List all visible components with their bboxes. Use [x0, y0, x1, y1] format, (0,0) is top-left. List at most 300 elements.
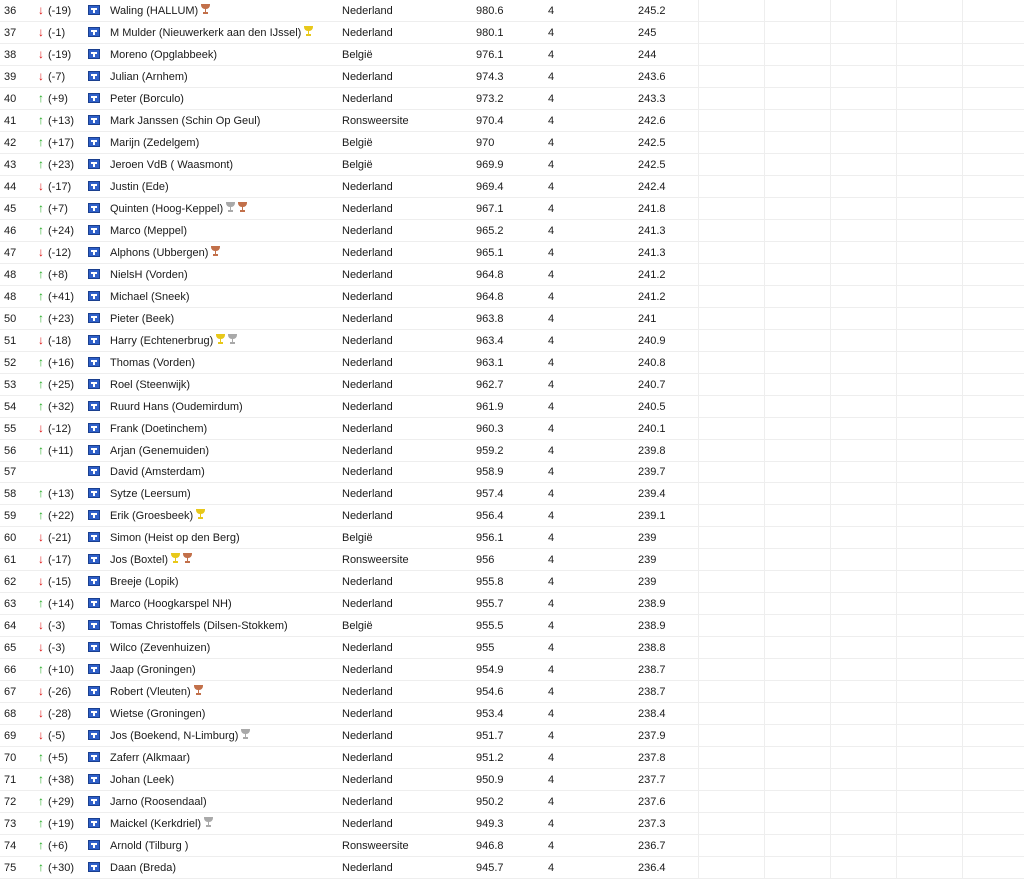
- empty-cell: [765, 0, 831, 22]
- average-cell: 239.1: [638, 505, 699, 527]
- rank-position: 41: [0, 110, 36, 132]
- empty-cell: [963, 703, 1024, 725]
- player-name: Arnold (Tilburg ): [110, 840, 188, 852]
- empty-cell: [765, 352, 831, 374]
- rank-movement: [36, 198, 86, 220]
- team-icon[interactable]: [88, 445, 100, 455]
- empty-cell: [831, 308, 897, 330]
- arrow-down-icon: ↓: [36, 66, 46, 86]
- empty-cell: [765, 593, 831, 615]
- empty-cell: [897, 483, 963, 505]
- empty-cell: [831, 418, 897, 440]
- player-name: Ruurd Hans (Oudemirdum): [110, 401, 243, 413]
- table-row: [0, 66, 1024, 88]
- arrow-down-icon: ↓: [36, 527, 46, 547]
- empty-cell: [765, 725, 831, 747]
- player-name: Breeje (Lopik): [110, 576, 178, 588]
- points-cell: 950.9: [476, 769, 548, 791]
- rank-delta: (+5): [48, 752, 68, 764]
- team-icon[interactable]: [88, 488, 100, 498]
- player-cell: [110, 593, 342, 615]
- empty-cell: [765, 396, 831, 418]
- country-cell: België: [342, 527, 476, 549]
- team-icon[interactable]: [88, 620, 100, 630]
- empty-cell: [699, 264, 765, 286]
- empty-cell: [963, 418, 1024, 440]
- team-cell: [86, 308, 110, 330]
- empty-cell: [963, 374, 1024, 396]
- team-cell: [86, 88, 110, 110]
- average-cell: 238.8: [638, 637, 699, 659]
- player-name: Wilco (Zevenhuizen): [110, 642, 210, 654]
- arrow-down-icon: ↓: [36, 44, 46, 64]
- player-name: Simon (Heist op den Berg): [110, 532, 240, 544]
- gold-trophy-icon: [171, 553, 180, 564]
- table-row: [0, 330, 1024, 352]
- country-cell: Nederland: [342, 791, 476, 813]
- empty-cell: [699, 857, 765, 879]
- average-cell: 238.7: [638, 659, 699, 681]
- rank-delta: (+6): [48, 840, 68, 852]
- empty-cell: [897, 132, 963, 154]
- player-cell: [110, 615, 342, 637]
- team-icon[interactable]: [88, 5, 100, 15]
- points-cell: 945.7: [476, 857, 548, 879]
- table-row: [0, 703, 1024, 725]
- team-icon[interactable]: [88, 401, 100, 411]
- team-icon[interactable]: [88, 774, 100, 784]
- country-cell: Nederland: [342, 264, 476, 286]
- empty-cell: [963, 462, 1024, 483]
- team-cell: [86, 615, 110, 637]
- empty-cell: [699, 396, 765, 418]
- player-cell: [110, 462, 342, 483]
- player-cell: [110, 681, 342, 703]
- empty-cell: [831, 286, 897, 308]
- empty-cell: [963, 769, 1024, 791]
- player-name: Jaap (Groningen): [110, 664, 196, 676]
- empty-cell: [897, 66, 963, 88]
- games-cell: 4: [548, 418, 638, 440]
- team-icon[interactable]: [88, 686, 100, 696]
- table-row: [0, 440, 1024, 462]
- rank-movement: [36, 681, 86, 703]
- rank-position: 39: [0, 66, 36, 88]
- empty-cell: [897, 198, 963, 220]
- team-cell: [86, 198, 110, 220]
- player-cell: [110, 747, 342, 769]
- player-name: Zaferr (Alkmaar): [110, 752, 190, 764]
- empty-cell: [831, 264, 897, 286]
- empty-cell: [897, 110, 963, 132]
- team-cell: [86, 352, 110, 374]
- team-icon[interactable]: [88, 49, 100, 59]
- empty-cell: [831, 462, 897, 483]
- empty-cell: [831, 374, 897, 396]
- team-icon[interactable]: [88, 335, 100, 345]
- empty-cell: [765, 330, 831, 352]
- country-cell: Nederland: [342, 374, 476, 396]
- games-cell: 4: [548, 242, 638, 264]
- player-cell: [110, 725, 342, 747]
- team-cell: [86, 66, 110, 88]
- games-cell: 4: [548, 44, 638, 66]
- table-row: [0, 132, 1024, 154]
- games-cell: 4: [548, 857, 638, 879]
- empty-cell: [831, 813, 897, 835]
- empty-cell: [699, 505, 765, 527]
- team-icon[interactable]: [88, 313, 100, 323]
- empty-cell: [831, 132, 897, 154]
- empty-cell: [699, 286, 765, 308]
- team-icon[interactable]: [88, 203, 100, 213]
- table-row: [0, 110, 1024, 132]
- empty-cell: [963, 483, 1024, 505]
- country-cell: Nederland: [342, 440, 476, 462]
- player-cell: [110, 659, 342, 681]
- player-name: Peter (Borculo): [110, 93, 184, 105]
- arrow-down-icon: ↓: [36, 571, 46, 591]
- points-cell: 974.3: [476, 66, 548, 88]
- arrow-up-icon: ↑: [36, 88, 46, 108]
- average-cell: 240.8: [638, 352, 699, 374]
- average-cell: 239.7: [638, 462, 699, 483]
- points-cell: 955.7: [476, 593, 548, 615]
- rank-movement: [36, 703, 86, 725]
- rank-delta: (-7): [48, 71, 65, 83]
- country-cell: Nederland: [342, 0, 476, 22]
- team-icon[interactable]: [88, 664, 100, 674]
- empty-cell: [831, 330, 897, 352]
- team-cell: [86, 593, 110, 615]
- team-icon[interactable]: [88, 818, 100, 828]
- team-icon[interactable]: [88, 357, 100, 367]
- empty-cell: [897, 571, 963, 593]
- average-cell: 245.2: [638, 0, 699, 22]
- player-name: Daan (Breda): [110, 862, 176, 874]
- points-cell: 954.9: [476, 659, 548, 681]
- team-icon[interactable]: [88, 27, 100, 37]
- games-cell: 4: [548, 286, 638, 308]
- rank-position: 70: [0, 747, 36, 769]
- table-row: [0, 396, 1024, 418]
- table-row: [0, 352, 1024, 374]
- player-cell: [110, 66, 342, 88]
- team-cell: [86, 44, 110, 66]
- rank-delta: (-17): [48, 181, 71, 193]
- empty-cell: [831, 176, 897, 198]
- rank-delta: (+29): [48, 796, 74, 808]
- empty-cell: [831, 615, 897, 637]
- team-cell: [86, 0, 110, 22]
- empty-cell: [831, 483, 897, 505]
- games-cell: 4: [548, 527, 638, 549]
- rank-movement: [36, 462, 86, 483]
- games-cell: 4: [548, 22, 638, 44]
- empty-cell: [699, 242, 765, 264]
- empty-cell: [963, 725, 1024, 747]
- team-icon[interactable]: [88, 598, 100, 608]
- arrow-down-icon: ↓: [36, 681, 46, 701]
- table-row: [0, 242, 1024, 264]
- gold-trophy-icon: [304, 26, 313, 37]
- rank-movement: [36, 242, 86, 264]
- empty-cell: [699, 352, 765, 374]
- table-row: [0, 769, 1024, 791]
- points-cell: 951.2: [476, 747, 548, 769]
- points-cell: 956: [476, 549, 548, 571]
- empty-cell: [765, 659, 831, 681]
- player-cell: [110, 220, 342, 242]
- team-icon[interactable]: [88, 423, 100, 433]
- table-row: [0, 44, 1024, 66]
- team-icon[interactable]: [88, 554, 100, 564]
- silver-trophy-icon: [241, 729, 250, 740]
- team-cell: [86, 176, 110, 198]
- rank-delta: (-28): [48, 708, 71, 720]
- empty-cell: [963, 286, 1024, 308]
- team-icon[interactable]: [88, 466, 100, 476]
- points-cell: 963.8: [476, 308, 548, 330]
- empty-cell: [699, 483, 765, 505]
- player-name: Erik (Groesbeek): [110, 510, 193, 522]
- empty-cell: [699, 747, 765, 769]
- player-name: Alphons (Ubbergen): [110, 247, 208, 259]
- empty-cell: [765, 440, 831, 462]
- bronze-trophy-icon: [194, 685, 203, 696]
- player-cell: [110, 835, 342, 857]
- rank-position: 61: [0, 549, 36, 571]
- team-icon[interactable]: [88, 137, 100, 147]
- rank-position: 38: [0, 44, 36, 66]
- average-cell: 240.7: [638, 374, 699, 396]
- average-cell: 237.6: [638, 791, 699, 813]
- team-icon[interactable]: [88, 752, 100, 762]
- rank-position: 54: [0, 396, 36, 418]
- empty-cell: [699, 813, 765, 835]
- table-row: [0, 374, 1024, 396]
- rank-position: 73: [0, 813, 36, 835]
- empty-cell: [699, 681, 765, 703]
- points-cell: 973.2: [476, 88, 548, 110]
- games-cell: 4: [548, 110, 638, 132]
- rank-movement: [36, 549, 86, 571]
- bronze-trophy-icon: [211, 246, 220, 257]
- team-icon[interactable]: [88, 379, 100, 389]
- points-cell: 976.1: [476, 44, 548, 66]
- empty-cell: [897, 549, 963, 571]
- empty-cell: [963, 242, 1024, 264]
- empty-cell: [699, 659, 765, 681]
- team-icon[interactable]: [88, 510, 100, 520]
- games-cell: 4: [548, 659, 638, 681]
- player-cell: [110, 154, 342, 176]
- empty-cell: [897, 615, 963, 637]
- rank-delta: (+32): [48, 401, 74, 413]
- player-name: Waling (HALLUM): [110, 5, 198, 17]
- empty-cell: [765, 505, 831, 527]
- team-cell: [86, 396, 110, 418]
- arrow-up-icon: ↑: [36, 396, 46, 416]
- games-cell: 4: [548, 835, 638, 857]
- team-icon[interactable]: [88, 247, 100, 257]
- team-icon[interactable]: [88, 181, 100, 191]
- team-icon[interactable]: [88, 730, 100, 740]
- team-icon[interactable]: [88, 159, 100, 169]
- empty-cell: [897, 374, 963, 396]
- points-cell: 953.4: [476, 703, 548, 725]
- empty-cell: [963, 22, 1024, 44]
- average-cell: 240.1: [638, 418, 699, 440]
- rank-delta: (+24): [48, 225, 74, 237]
- empty-cell: [897, 681, 963, 703]
- arrow-up-icon: ↑: [36, 659, 46, 679]
- bronze-trophy-icon: [183, 553, 192, 564]
- country-cell: België: [342, 44, 476, 66]
- empty-cell: [699, 22, 765, 44]
- games-cell: 4: [548, 462, 638, 483]
- table-row: [0, 637, 1024, 659]
- team-icon[interactable]: [88, 642, 100, 652]
- arrow-up-icon: ↑: [36, 110, 46, 130]
- average-cell: 242.6: [638, 110, 699, 132]
- points-cell: 965.1: [476, 242, 548, 264]
- country-cell: Nederland: [342, 725, 476, 747]
- games-cell: 4: [548, 593, 638, 615]
- empty-cell: [831, 505, 897, 527]
- average-cell: 241.2: [638, 286, 699, 308]
- team-icon[interactable]: [88, 532, 100, 542]
- player-cell: [110, 330, 342, 352]
- empty-cell: [963, 44, 1024, 66]
- empty-cell: [765, 571, 831, 593]
- player-cell: [110, 286, 342, 308]
- rank-delta: (+30): [48, 862, 74, 874]
- player-cell: [110, 374, 342, 396]
- empty-cell: [699, 132, 765, 154]
- country-cell: Nederland: [342, 198, 476, 220]
- games-cell: 4: [548, 220, 638, 242]
- team-icon[interactable]: [88, 708, 100, 718]
- points-cell: 969.9: [476, 154, 548, 176]
- average-cell: 242.4: [638, 176, 699, 198]
- empty-cell: [831, 703, 897, 725]
- team-cell: [86, 22, 110, 44]
- empty-cell: [897, 396, 963, 418]
- empty-cell: [831, 396, 897, 418]
- country-cell: Nederland: [342, 396, 476, 418]
- empty-cell: [765, 637, 831, 659]
- rank-delta: (+22): [48, 510, 74, 522]
- rank-movement: [36, 374, 86, 396]
- silver-trophy-icon: [228, 334, 237, 345]
- country-cell: Nederland: [342, 22, 476, 44]
- empty-cell: [897, 835, 963, 857]
- player-cell: [110, 22, 342, 44]
- empty-cell: [699, 615, 765, 637]
- rank-movement: [36, 637, 86, 659]
- points-cell: 956.4: [476, 505, 548, 527]
- player-cell: [110, 440, 342, 462]
- player-name: Tomas Christoffels (Dilsen-Stokkem): [110, 620, 288, 632]
- table-row: [0, 813, 1024, 835]
- player-cell: [110, 198, 342, 220]
- empty-cell: [831, 527, 897, 549]
- player-cell: [110, 769, 342, 791]
- points-cell: 956.1: [476, 527, 548, 549]
- rank-movement: [36, 220, 86, 242]
- empty-cell: [765, 615, 831, 637]
- team-icon[interactable]: [88, 576, 100, 586]
- empty-cell: [831, 747, 897, 769]
- empty-cell: [699, 0, 765, 22]
- empty-cell: [831, 66, 897, 88]
- arrow-down-icon: ↓: [36, 637, 46, 657]
- team-icon[interactable]: [88, 840, 100, 850]
- team-icon[interactable]: [88, 93, 100, 103]
- country-cell: Nederland: [342, 637, 476, 659]
- table-row: [0, 681, 1024, 703]
- empty-cell: [699, 418, 765, 440]
- average-cell: 239.8: [638, 440, 699, 462]
- player-cell: [110, 483, 342, 505]
- rank-movement: [36, 571, 86, 593]
- table-row: [0, 835, 1024, 857]
- team-cell: [86, 791, 110, 813]
- team-cell: [86, 527, 110, 549]
- rank-delta: (-21): [48, 532, 71, 544]
- rank-position: 72: [0, 791, 36, 813]
- player-cell: [110, 505, 342, 527]
- empty-cell: [699, 725, 765, 747]
- player-name: David (Amsterdam): [110, 466, 205, 478]
- team-icon[interactable]: [88, 291, 100, 301]
- rank-delta: (-12): [48, 247, 71, 259]
- rank-delta: (+9): [48, 93, 68, 105]
- empty-cell: [897, 352, 963, 374]
- team-cell: [86, 857, 110, 879]
- rank-position: 59: [0, 505, 36, 527]
- player-name: Harry (Echtenerbrug): [110, 335, 213, 347]
- team-icon[interactable]: [88, 269, 100, 279]
- team-cell: [86, 571, 110, 593]
- rank-position: 43: [0, 154, 36, 176]
- player-cell: [110, 0, 342, 22]
- empty-cell: [765, 791, 831, 813]
- empty-cell: [765, 681, 831, 703]
- team-cell: [86, 242, 110, 264]
- games-cell: 4: [548, 549, 638, 571]
- team-icon[interactable]: [88, 225, 100, 235]
- games-cell: 4: [548, 132, 638, 154]
- team-cell: [86, 132, 110, 154]
- country-cell: Ronsweersite: [342, 549, 476, 571]
- empty-cell: [765, 264, 831, 286]
- games-cell: 4: [548, 703, 638, 725]
- average-cell: 241.8: [638, 198, 699, 220]
- empty-cell: [963, 571, 1024, 593]
- games-cell: 4: [548, 681, 638, 703]
- team-cell: [86, 418, 110, 440]
- team-icon[interactable]: [88, 115, 100, 125]
- average-cell: 243.3: [638, 88, 699, 110]
- team-icon[interactable]: [88, 862, 100, 872]
- empty-cell: [765, 242, 831, 264]
- player-name: Jeroen VdB ( Waasmont): [110, 159, 233, 171]
- table-row: [0, 154, 1024, 176]
- rank-position: 67: [0, 681, 36, 703]
- team-icon[interactable]: [88, 71, 100, 81]
